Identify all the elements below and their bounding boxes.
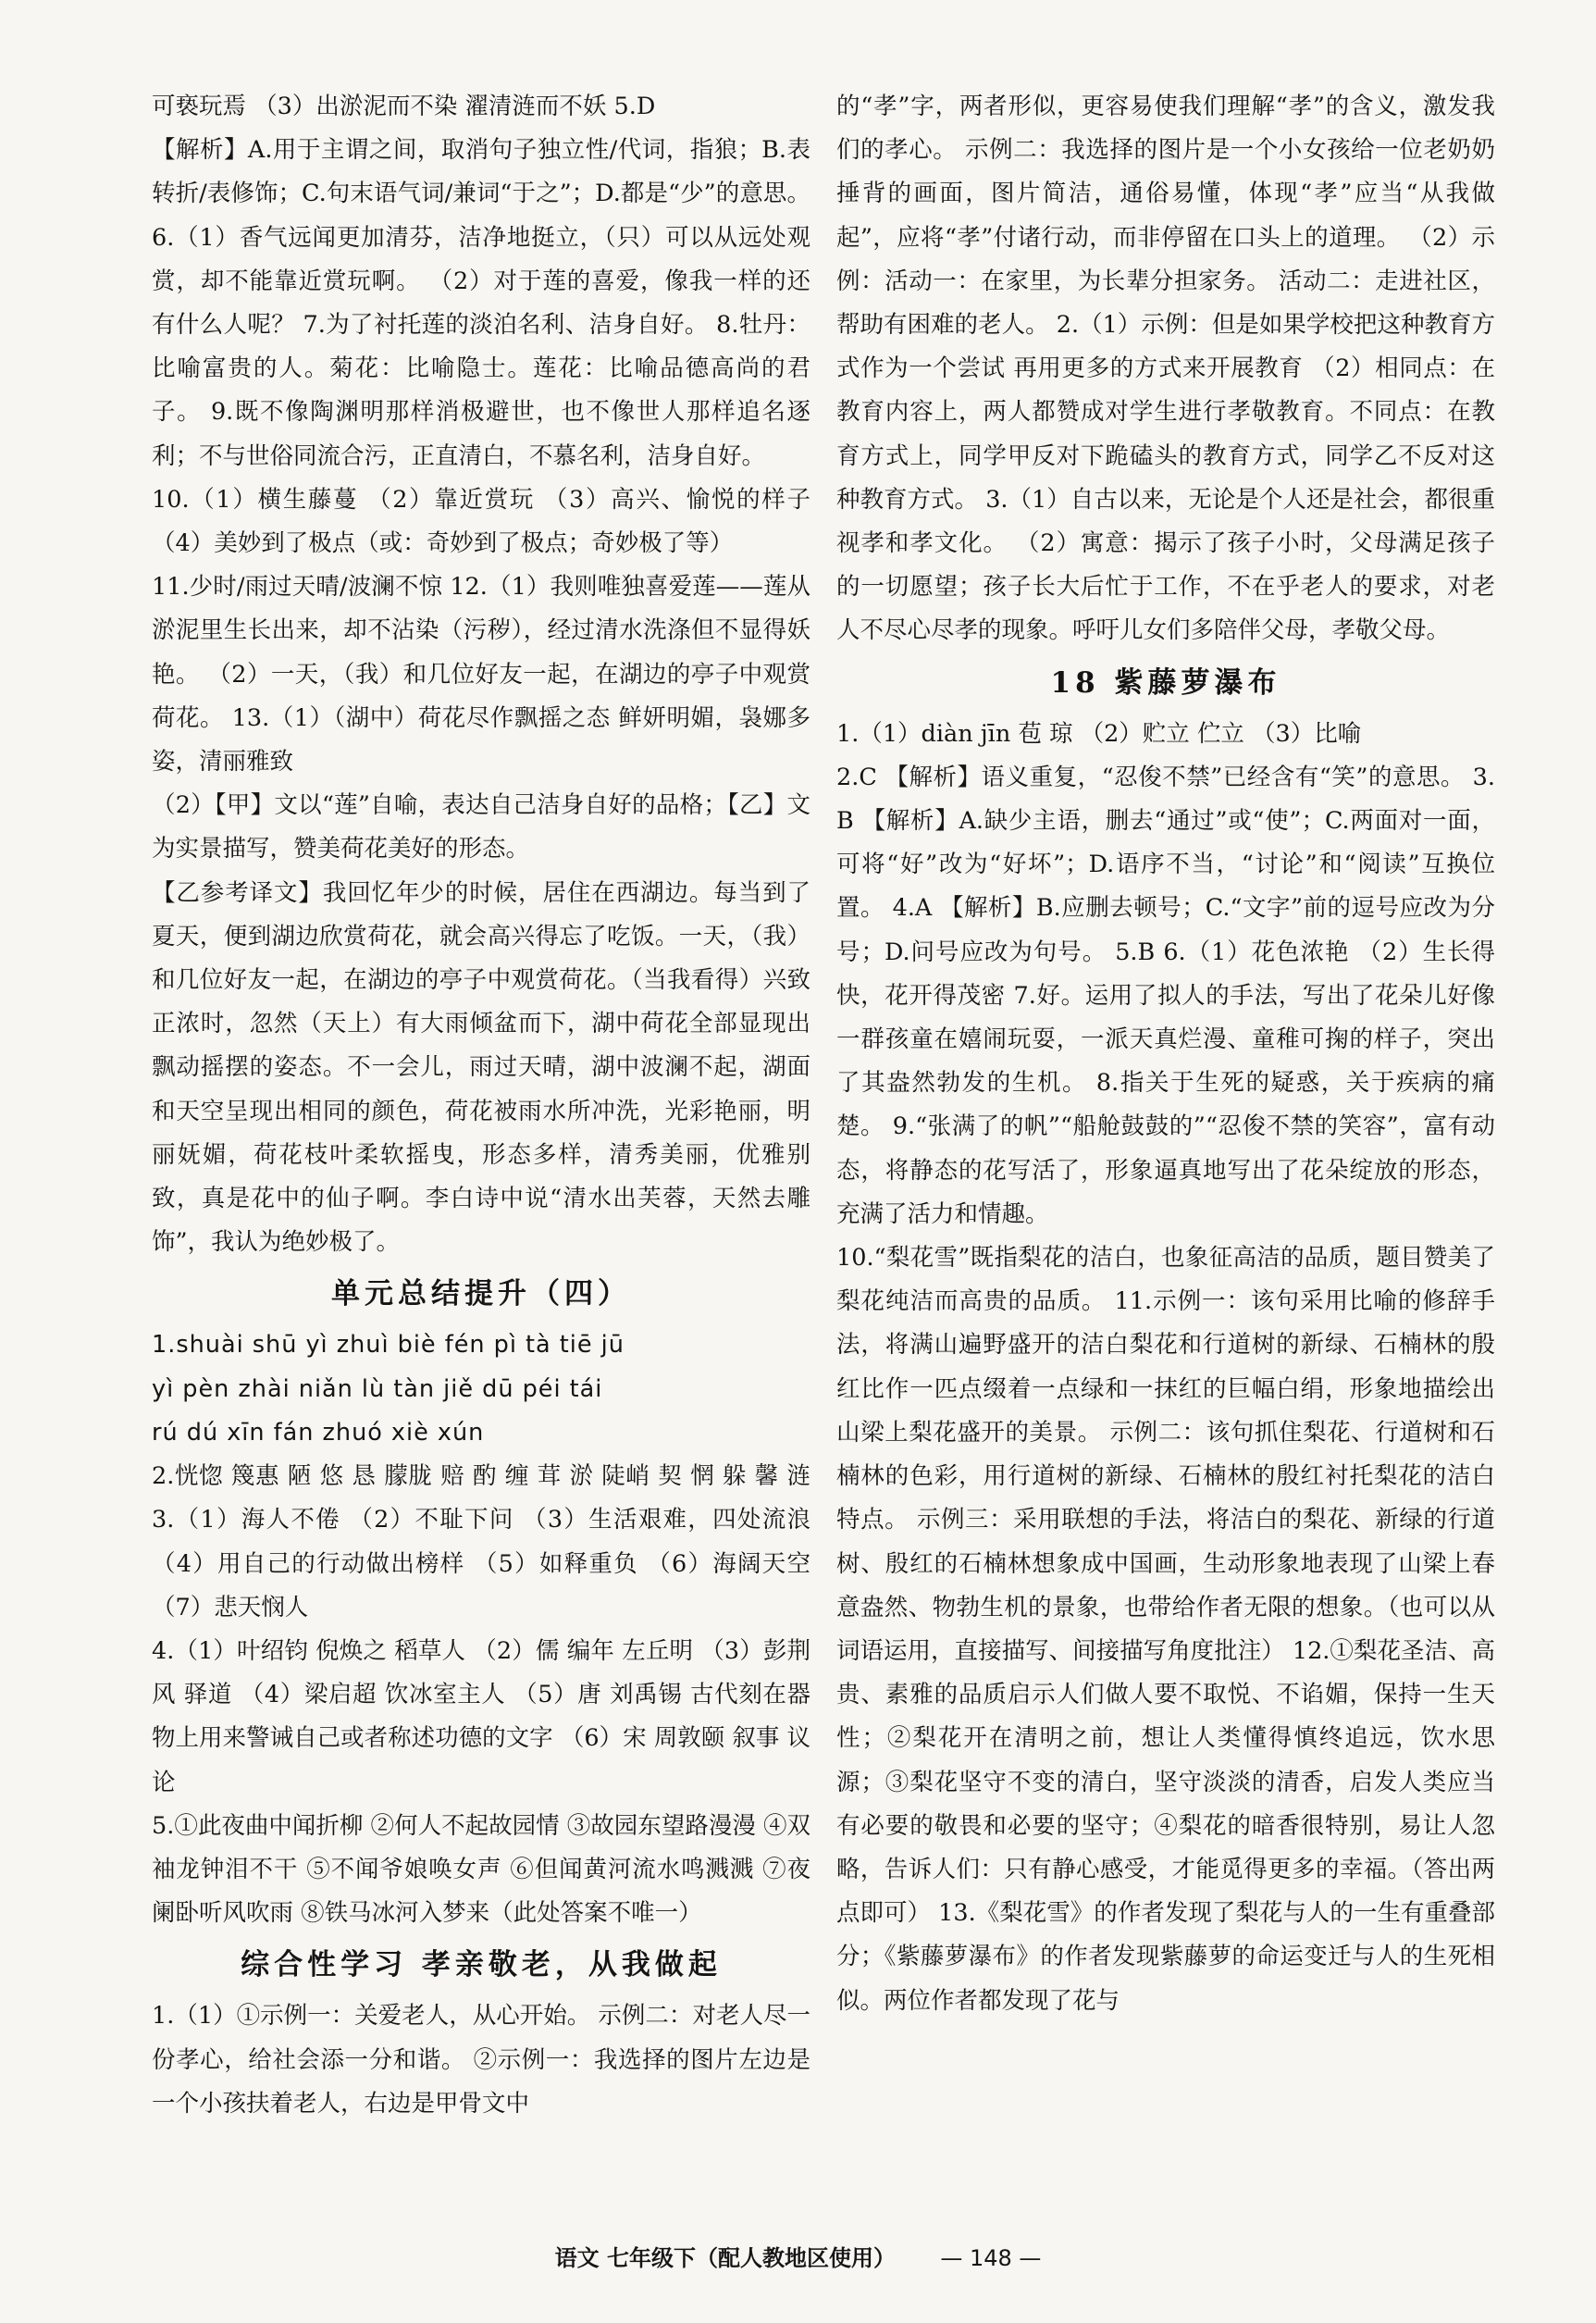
- pinyin-line: rú dú xīn fán zhuó xiè xún: [152, 1418, 485, 1447]
- left-column: [152, 85, 810, 2126]
- paragraph: 5.①此夜曲中闻折柳 ②何人不起故园情 ③故园东望路漫漫 ④双袖龙钟泪不干 ⑤不闻爷娘唤女声 ⑥但闻黄河流水鸣溅溅 ⑦夜阑卧听风吹雨 ⑧铁马冰河入梦来（此处答案不唯一）: [152, 1811, 810, 1928]
- paragraph: 2.恍惚 篾惠 陋 悠 恳 朦胧 赔 酌 缠 茸 淤 陡峭 契 惘 躲 馨 涟 3.（1）海人不倦 （2）不耻下问 （3）生活艰难，四处流浪 （4）用自己的行动做出榜样 （5）如释重负 （6）海阔天空 （7）悲天悯人: [152, 1462, 810, 1621]
- paragraph: 可亵玩焉 （3）出淤泥而不染 濯清涟而不妖 5.D: [152, 93, 656, 120]
- page-number: — 148 —: [940, 2245, 1042, 2271]
- pinyin-line: yì pèn zhài niǎn lù tàn jiě dū péi tái: [152, 1374, 603, 1403]
- paragraph: 【解析】A.用于主谓之间，取消句子独立性/代词，指狼；B.表转折/表修饰；C.句末语气词/兼词“于之”；D.都是“少”的意思。 6.（1）香气远闻更加清芬，洁净地挺立，（只）可以从远处观赏，却不能靠近赏玩啊。 （2）对于莲的喜爱，像我一样的还有什么人呢？ 7.为了衬托莲的淡泊名利、洁身自好。 8.牡丹：比喻富贵的人。菊花：比喻隐士。莲花：比喻品德高尚的君子。 9.既不像陶渊明那样消极避世，也不像世人那样追名逐利；不与世俗同流合污，正直清白，不慕名利，洁身自好。: [152, 136, 810, 470]
- paragraph: 的“孝”字，两者形似，更容易使我们理解“孝”的含义，激发我们的孝心。 示例二：我选择的图片是一个小女孩给一位老奶奶捶背的画面，图片简洁，通俗易懂，体现“孝”应当“从我做起”，应将“孝”付诸行动，而非停留在口头上的道理。 （2）示例：活动一：在家里，为长辈分担家务。 活动二：走进社区，帮助有困难的老人。 2.（1）示例：但是如果学校把这种教育方式作为一个尝试 再用更多的方式来开展教育 （2）相同点：在教育内容上，两人都赞成对学生进行孝敬教育。不同点：在教育方式上，同学甲反对下跪磕头的教育方式，同学乙不反对这种教育方式。 3.（1）自古以来，无论是个人还是社会，都很重视孝和孝文化。 （2）寓意：揭示了孩子小时，父母满足孩子的一切愿望；孩子长大后忙于工作，不在乎老人的要求，对老人不尽心尽孝的现象。呼吁儿女们多陪伴父母，孝敬父母。: [836, 93, 1495, 645]
- paragraph: 11.少时/雨过天晴/波澜不惊 12.（1）我则唯独喜爱莲——莲从淤泥里生长出来，却不沾染（污秽），经过清水洗涤但不显得妖艳。 （2）一天，（我）和几位好友一起，在湖边的亭子中观赏荷花。 13.（1）（湖中）荷花尽作飘摇之态 鲜妍明媚，袅娜多姿，清丽雅致: [152, 573, 810, 776]
- translation-paragraph: 【乙参考译文】我回忆年少的时候，居住在西湖边。每当到了夏天，便到湖边欣赏荷花，就会高兴得忘了吃饭。一天，（我）和几位好友一起，在湖边的亭子中观赏荷花。（当我看得）兴致正浓时，忽然（天上）有大雨倾盆而下，湖中荷花全部显现出飘动摇摆的姿态。不一会儿，雨过天晴，湖中波澜不起，湖面和天空呈现出相同的颜色，荷花被雨水所冲洗，光彩艳丽，明丽妩媚，荷花枝叶柔软摇曳，形态多样，清秀美丽，优雅别致，真是花中的仙子啊。李白诗中说“清水出芙蓉，天然去雕饰”，我认为绝妙极了。: [152, 878, 810, 1257]
- pinyin-line: 1.shuài shū yì zhuì biè fén pì tà tiē jū: [152, 1331, 625, 1360]
- paragraph: （2）【甲】文以“莲”自喻，表达自己洁身自好的品格；【乙】文为实景描写，赞美荷花美好的形态。: [152, 791, 810, 863]
- paragraph: 10.（1）横生藤蔓 （2）靠近赏玩 （3）高兴、愉悦的样子 （4）美妙到了极点（或：奇妙到了极点；奇妙极了等）: [152, 485, 810, 558]
- paragraph: 2.C 【解析】语义重复，“忍俊不禁”已经含有“笑”的意思。 3.B 【解析】A.缺少主语，删去“通过”或“使”；C.两面对一面，可将“好”改为“好坏”；D.语序不当，“讨论”和“阅读”互换位置。 4.A 【解析】B.应删去顿号；C.“文字”前的逗号应改为分号；D.问号应改为句号。 5.B 6.（1）花色浓艳 （2）生长得快，花开得茂密 7.好。运用了拟人的手法，写出了花朵儿好像一群孩童在嬉闹玩耍，一派天真烂漫、童稚可掬的样子，突出了其盎然勃发的生机。 8.指关于生死的疑惑，关于疾病的痛楚。 9.“张满了的帆”“船舱鼓鼓的”“忍俊不禁的笑容”，富有动态，将静态的花写活了，形象逼真地写出了花朵绽放的形态，充满了活力和情趣。: [836, 763, 1495, 1228]
- paragraph: 4.（1）叶绍钧 倪焕之 稻草人 （2）儒 编年 左丘明 （3）彭荆风 驿道 （4）梁启超 饮冰室主人 （5）唐 刘禹锡 古代刻在器物上用来警诫自己或者称述功德的文字 （6）宋 周敦颐 叙事 议论: [152, 1636, 810, 1796]
- page-footer: [0, 2240, 1596, 2272]
- paragraph: 10.“梨花雪”既指梨花的洁白，也象征高洁的品质，题目赞美了梨花纯洁而高贵的品质。 11.示例一：该句采用比喻的修辞手法，将满山遍野盛开的洁白梨花和行道树的新绿、石楠林的殷红比作一匹点缀着一点绿和一抹红的巨幅白绢，形象地描绘出山梁上梨花盛开的美景。 示例二：该句抓住梨花、行道树和石楠林的色彩，用行道树的新绿、石楠林的殷红衬托梨花的洁白特点。 示例三：采用联想的手法，将洁白的梨花、新绿的行道树、殷红的石楠林想象成中国画，生动形象地表现了山梁上春意盎然、物勃生机的景象，也带给作者无限的想象。（也可以从词语运用，直接描写、间接描写角度批注） 12.①梨花圣洁、高贵、素雅的品质启示人们做人要不取悦、不谄媚，保持一生天性；②梨花开在清明之前，想让人类懂得慎终追远，饮水思源；③梨花坚守不变的清白，坚守淡淡的清香，启发人类应当有必要的敬畏和必要的坚守；④梨花的暗香很特别，易让人忽略，告诉人们：只有静心感受，才能觅得更多的幸福。（答出两点即可） 13.《梨花雪》的作者发现了梨花与人的一生有重叠部分；《紫藤萝瀑布》的作者发现紫藤萝的命运变迁与人的生死相似。两位作者都发现了花与: [836, 1244, 1495, 2015]
- section-heading: 综合性学习 孝亲敬老，从我做起: [241, 1948, 722, 1982]
- section-heading: 18 紫藤萝瀑布: [1050, 665, 1281, 700]
- right-column: [836, 85, 1495, 2023]
- paragraph: 1.（1）①示例一：关爱老人，从心开始。 示例二：对老人尽一份孝心，给社会添一分和谐。 ②示例一：我选择的图片左边是一个小孩扶着老人，右边是甲骨文中: [152, 2002, 810, 2118]
- section-heading: 单元总结提升（四）: [331, 1277, 631, 1311]
- footer-subject: 语文 七年级下（配人教地区使用）: [554, 2245, 896, 2271]
- paragraph: 1.（1）diàn jīn 苞 琼 （2）贮立 伫立 （3）比喻: [836, 719, 1362, 748]
